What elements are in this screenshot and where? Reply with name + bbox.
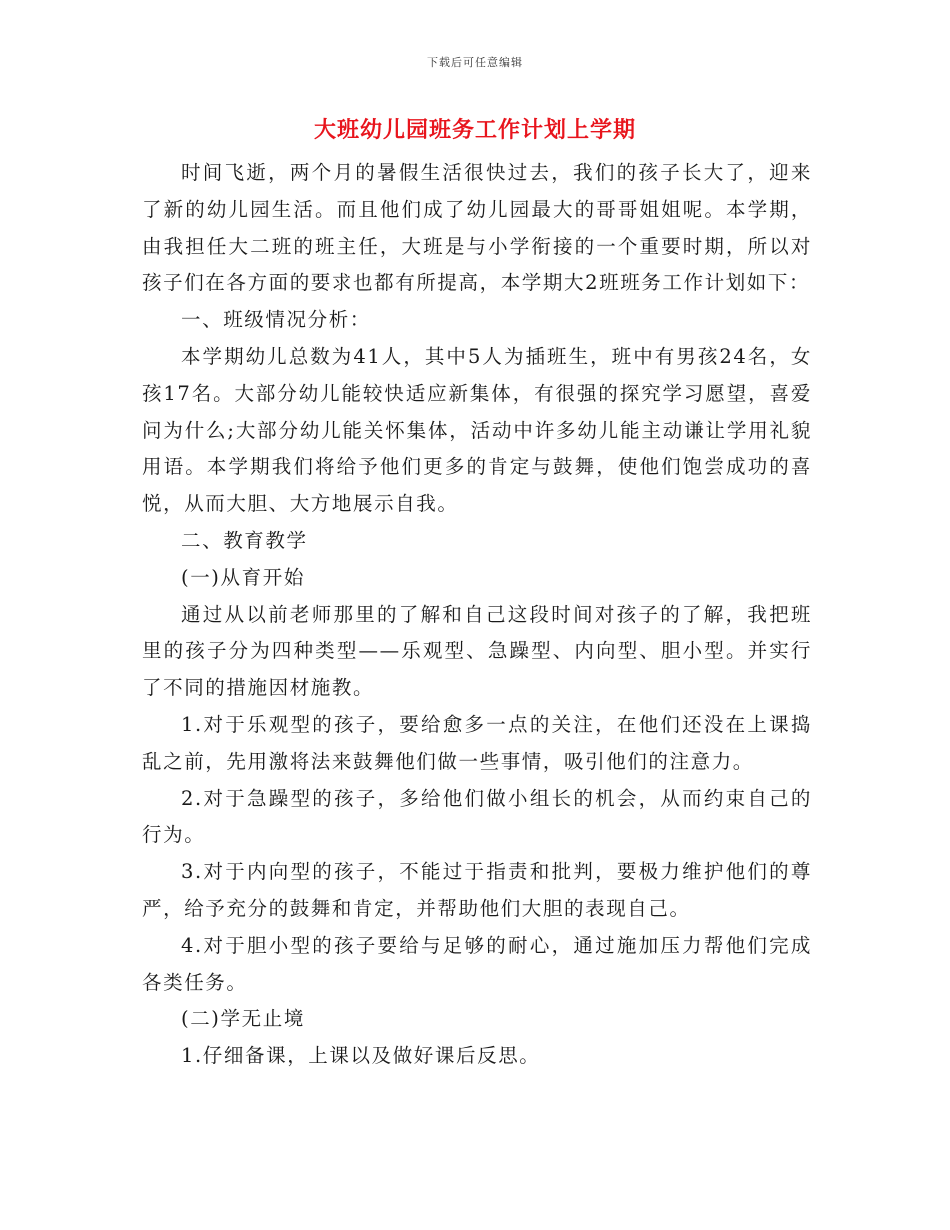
subsection-heading-2: (二)学无止境 <box>181 1007 305 1031</box>
class-analysis-paragraph: 本学期幼儿总数为41人，其中5人为插班生，班中有男孩24名，女孩17名。大部分幼儿能较快适应新集体，有很强的探究学习愿望，喜爱问为什么;大部分幼儿能关怀集体，活动中许多幼儿能主动谦让学用礼貌用语。本学期我们将给予他们更多的肯定与鼓舞，使他们饱尝成功的喜悦，从而大胆、大方地展示自我。 <box>142 344 812 516</box>
list-item-lesson-prep: 1.仔细备课，上课以及做好课后反思。 <box>181 1044 541 1068</box>
section-heading-class-analysis: 一、班级情况分析： <box>181 308 371 332</box>
list-item-timid: 4.对于胆小型的孩子要给与足够的耐心，通过施加压力帮他们完成各类任务。 <box>142 933 812 994</box>
list-item-impatient: 2.对于急躁型的孩子，多给他们做小组长的机会，从而约束自己的行为。 <box>142 786 812 847</box>
section-heading-teaching: 二、教育教学 <box>181 528 308 552</box>
list-item-introverted: 3.对于内向型的孩子，不能过于指责和批判，要极力维护他们的尊严，给予充分的鼓舞和肯定，并帮助他们大胆的表现自己。 <box>142 860 812 920</box>
document-title: 大班幼儿园班务工作计划上学期 <box>313 117 636 143</box>
child-types-paragraph: 通过从以前老师那里的了解和自己这段时间对孩子的了解，我把班里的孩子分为四种类型——乐观型、急躁型、内向型、胆小型。并实行了不同的措施因材施教。 <box>142 602 812 700</box>
subsection-heading-1: (一)从育开始 <box>181 565 305 589</box>
header-note: 下载后可任意编辑 <box>427 56 523 69</box>
intro-paragraph: 时间飞逝，两个月的暑假生活很快过去，我们的孩子长大了，迎来了新的幼儿园生活。而且他们成了幼儿园最大的哥哥姐姐呢。本学期，由我担任大二班的班主任，大班是与小学衔接的一个重要时期，所以对孩子们在各方面的要求也都有所提高，本学期大2班班务工作计划如下： <box>142 161 812 295</box>
document-body <box>142 155 812 1075</box>
list-item-optimistic: 1.对于乐观型的孩子，要给愈多一点的关注，在他们还没在上课捣乱之前，先用激将法来鼓舞他们做一些事情，吸引他们的注意力。 <box>142 712 812 773</box>
